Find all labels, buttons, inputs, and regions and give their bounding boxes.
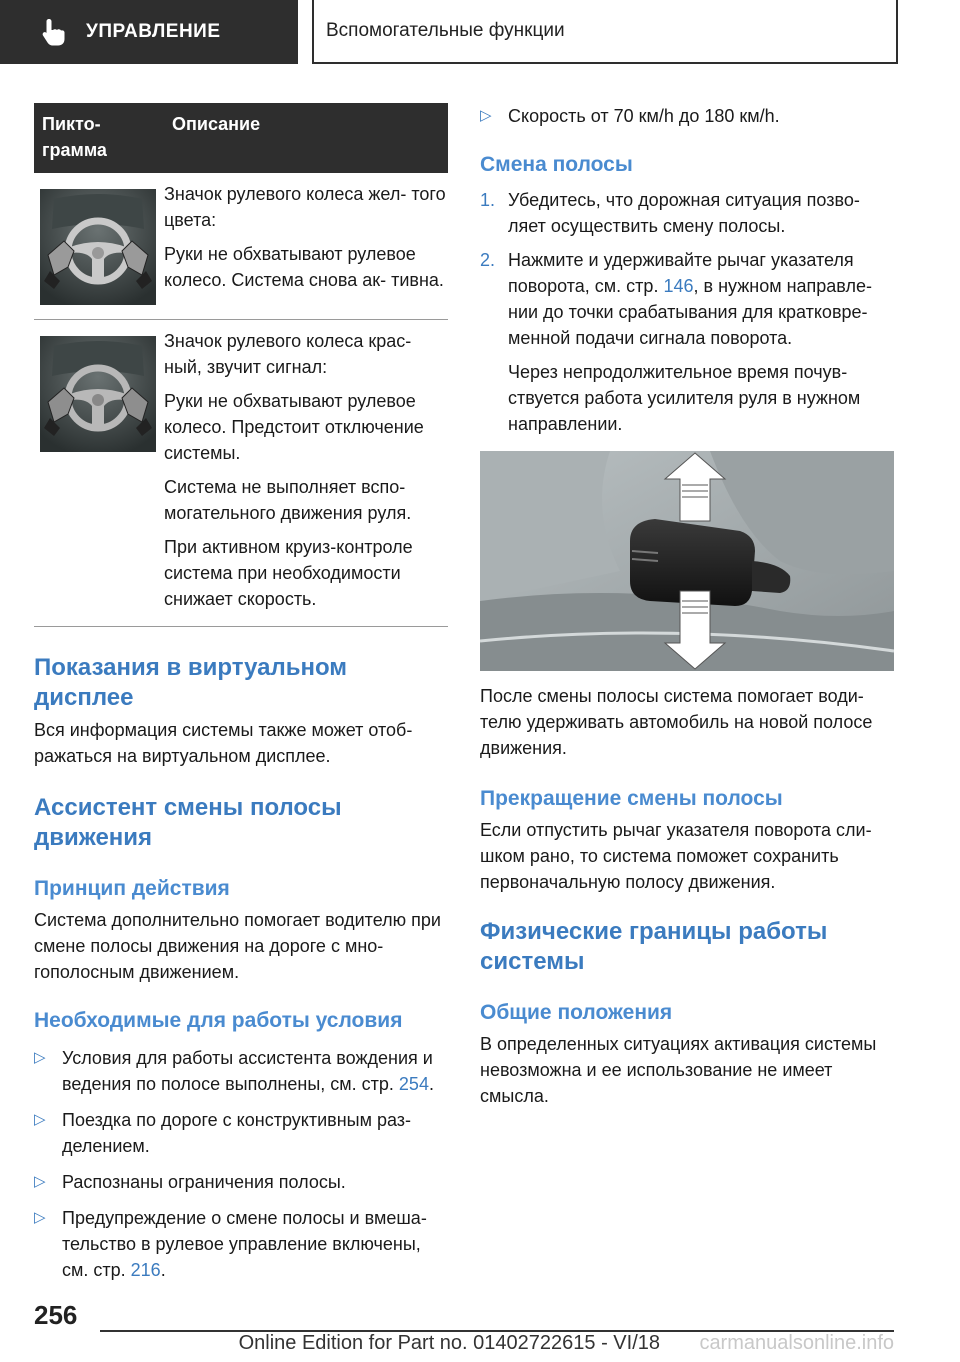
step-number: 1. [480,190,496,210]
step-number: 2. [480,250,496,270]
description-text: Значок рулевого колеса жел- того цвета: [164,184,446,230]
conditions-list-continued [480,103,894,129]
list-item [34,1107,448,1159]
step-note: Через непродолжительное время почув- ствуется работа усилителя руля в нужном направлении. [508,362,861,434]
description-text: Руки не обхватывают рулевое колесо. Система снова ак- тивна. [164,244,444,290]
watermark: carmanualsonline.info [699,1332,894,1354]
virtual-display-heading: Показания в виртуальном дисплее [34,654,348,711]
limits-heading: Физические границы работы системы [480,918,828,975]
description-text: При активном круиз-контроле система при необходимости снижает скорость. [164,537,413,609]
triangle-bullet-icon: ▷ [34,1111,46,1128]
principle-text: Система дополнительно помогает водителю при смене полосы движения на дороге с мно- гополосным движением. [34,910,441,982]
page-link[interactable]: 254 [398,1074,429,1094]
list-item [34,1169,448,1195]
description-cell [164,320,448,627]
general-heading: Общие положения [480,1001,673,1024]
turn-signal-lever-image [480,451,894,671]
condition-text: Скорость от 70 км/h до 180 км/h. [508,106,780,126]
step-text: , в нужном направле- нии до точки срабатывания для кратковре- менной подачи сигнала поворота. [508,276,872,348]
pictogram-cell [34,320,164,627]
chapter-tab [312,0,898,64]
lane-assist-heading: Ассистент смены полосы движения [34,794,342,851]
step-text: Убедитесь, что дорожная ситуация позво- ляет осуществить смену полосы. [508,190,860,236]
triangle-bullet-icon: ▷ [34,1209,46,1226]
conditions-list [34,1045,448,1283]
page-header [0,0,960,66]
section-tab [0,0,298,64]
page-link[interactable]: 216 [130,1260,161,1280]
col-header-pictogram: Пикто- грамма [34,103,164,173]
virtual-display-text: Вся информация системы также может отоб- ражаться на виртуальном дисплее. [34,720,413,766]
chapter-title: Вспомогательные функции [326,20,565,41]
steering-wheel-yellow-icon [40,189,156,305]
description-text: Руки не обхватывают рулевое колесо. Предстоит отключение системы. [164,391,424,463]
principle-heading: Принцип действия [34,877,230,900]
condition-text: Предупреждение о смене полосы и вмеша- тельство в рулевое управление включены, см. стр. [62,1208,427,1280]
description-cell [164,173,448,320]
description-text: Значок рулевого колеса крас- ный, звучит сигнал: [164,331,412,377]
condition-tail: . [160,1260,166,1280]
description-text: Система не выполняет вспо- могательного движения руля. [164,477,412,523]
conditions-heading: Необходимые для работы условия [34,1009,403,1032]
section-title: УПРАВЛЕНИЕ [86,21,221,42]
condition-text: Распознаны ограничения полосы. [62,1172,346,1192]
table-row [34,320,448,627]
pictogram-cell [34,173,164,320]
right-column [480,103,894,1109]
step-item [480,247,894,437]
step-text: Нажмите и удерживайте рычаг указателя поворота, см. стр. [508,250,854,296]
page-number: 256 [34,1300,78,1330]
page-link[interactable]: 146 [663,276,694,296]
triangle-bullet-icon: ▷ [34,1049,46,1066]
condition-text: Условия для работы ассистента вождения и ведения по полосе выполнены, см. стр. [62,1048,433,1094]
triangle-bullet-icon: ▷ [480,107,492,124]
list-item [480,103,894,129]
hand-pointer-icon [40,17,68,47]
list-item [34,1205,448,1283]
col-header-description: Описание [164,103,448,173]
condition-tail: . [428,1074,434,1094]
cancel-heading: Прекращение смены полосы [480,787,783,810]
after-change-text: После смены полосы система помогает води- телю удерживать автомобиль на новой полосе движения. [480,686,873,758]
general-text: В определенных ситуациях активация системы невозможна и ее использование не имеет смысла. [480,1034,877,1106]
step-item [480,187,894,239]
left-column [34,103,448,1293]
steering-wheel-red-icon [40,336,156,452]
table-row [34,173,448,320]
condition-text: Поездка по дороге с конструктивным раз- делением. [62,1110,412,1156]
table-header [34,103,448,173]
edition-info: Online Edition for Part no. 01402722615 - VI/18 [238,1332,660,1354]
lane-change-steps [480,187,894,437]
pictogram-table [34,103,448,627]
lane-change-heading: Смена полосы [480,153,633,176]
cancel-text: Если отпустить рычаг указателя поворота сли- шком рано, то система поможет сохранить первоначальную полосу движения. [480,820,872,892]
list-item [34,1045,448,1097]
triangle-bullet-icon: ▷ [34,1173,46,1190]
